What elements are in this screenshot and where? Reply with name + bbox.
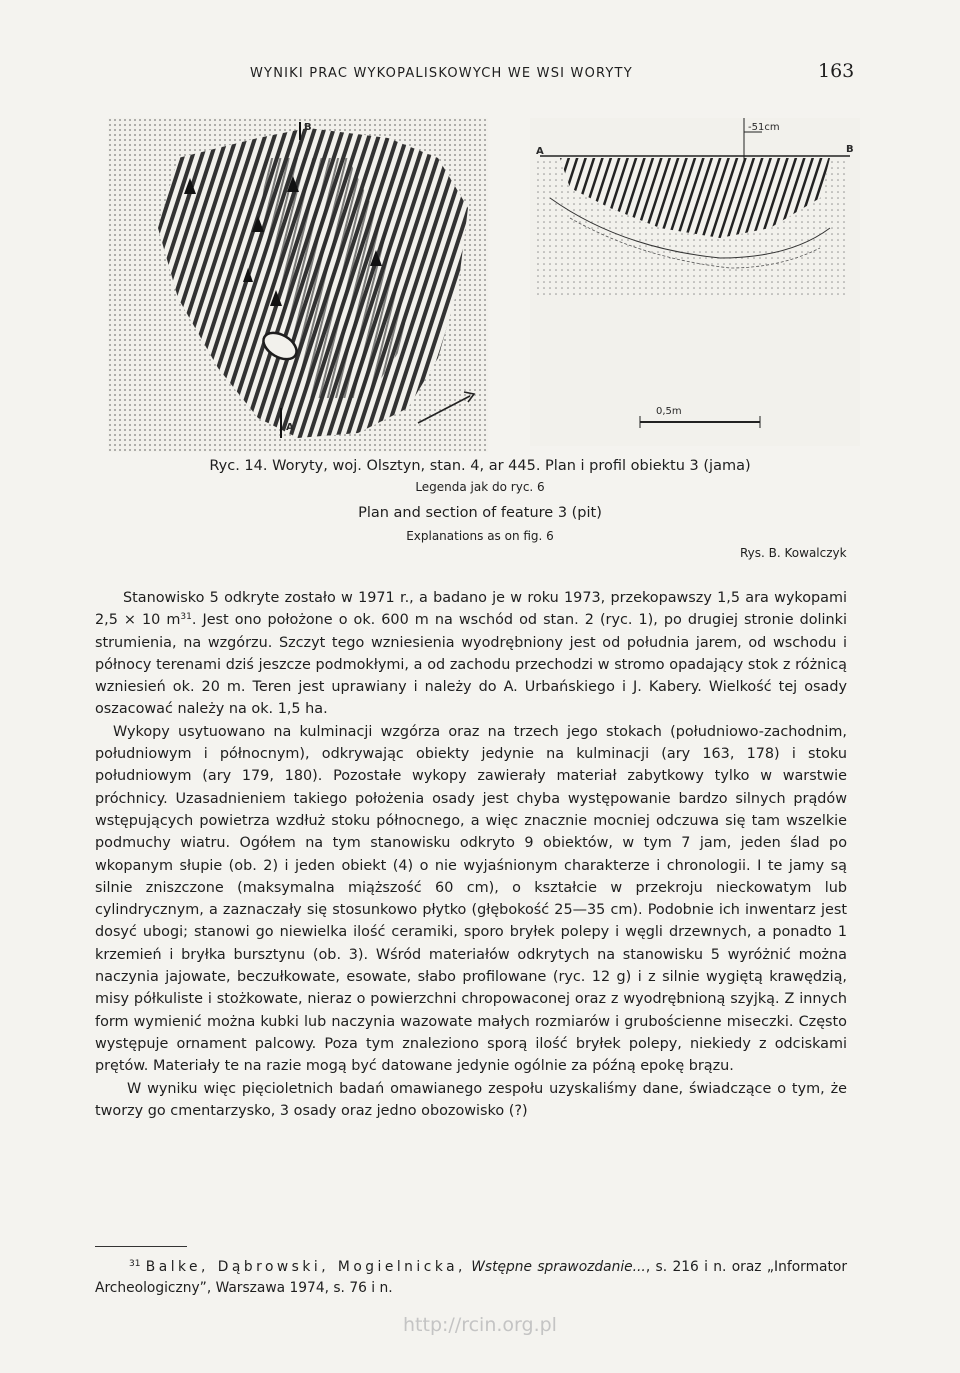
paragraph-3: W wyniku więc pięcioletnich badań omawianego zespołu uzyskaliśmy dane, świadczące o tym, że tworzy go cmentarzysko, 3 osady oraz jedno obozowisko (?) [95,1080,847,1119]
paragraph-2: Wykopy usytuowano na kulminacji wzgórza oraz na trzech jego stokach (południowo-zachodnim, południowym i północnym), odkrywając obiekty jedynie na kulminacji (ary 163, 178) i stoku południowym (ary 179, 180). Pozostałe wykopy zawierały materiał zabytkowy tylko w warstwie próchnicy. Uzasadnieniem takiego położenia osady jest chyba występowanie bardzo silnych prądów wstępujących powietrza wzdłuż stoku północnego, a więc znacznie mocniej odczuwa się tam wszelkie podmuchy wiatru. Ogółem na tym stanowisku odkryto 9 obiektów, w tym 7 jam, jeden ślad po wkopanym słupie (ob. 2) i jeden obiekt (4) o nie wyjaśnionym charakterze i chronologii. I te jamy są silnie zniszczone (maksymalna miąższość 60 cm), o kształcie w przekroju nieckowatym lub cylindrycznym, a zaznaczały się stosunkowo płytko (głębokość 25—35 cm). Podobnie ich inwentarz jest dosyć ubogi; stanowi go niewielka ilość ceramiki, sporo bryłek polepy i węgli drzewnych, a ponadto 1 krzemień i bryłka bursztynu (ob. 3). Wśród materiałów odkrytych na stanowisku 5 wyróżnić można naczynia jajowate, beczułkowate, esowate, słabo profilowane (ryc. 12 g) i z silnie wygiętą krawędzią, misy półkuliste i stożkowate, nieraz o powierzchni chropowaconej oraz z wyodrębnioną szyjką. Z innych form wymienić można kubki lub naczynia wazowate małych rozmiarów i grubościenne miseczki. Często występuje ornament palcowy. Poza tym znaleziono sporą ilość bryłek polepy, niekiedy z odciskami prętów. Materiały te na razie mogą być datowane jedynie ogólnie za późną epokę brązu. [95,723,847,1075]
plan-label-a: A [286,422,294,433]
watermark: http://rcin.org.pl [403,1314,557,1336]
footnote-rest: , s. 216 i n. oraz „Informator Archeologiczny”, Warszawa 1974, s. 76 i n. [95,1259,847,1296]
section-scale-label: 0,5m [656,406,682,417]
figure-plan [108,118,488,452]
section-label-a: A [536,146,544,157]
footnote-ref: 31 [180,612,192,623]
paragraph-1-start: Stanowisko 5 odkryte zostało w 1971 r., a badano je w roku 1973, przekopawszy 1,5 ara wykopami 2,5 × 10 m [95,590,847,629]
figure-caption-en: Plan and section of feature 3 (pit) [358,505,602,521]
paragraph-1-end: . Jest ono położone o ok. 600 m na wschód od stan. 2 (ryc. 1), po drugiej stronie dolinki strumienia, na wzgórzu. Szczyt tego wzniesienia wyodrębniony jest od południa jarem, od wschodu i północy terenami dziś jeszcze podmokłymi, a od zachodu przechodzi w stromo opadający stok z różnicą wzniesień ok. 20 m. Teren jest uprawiany i należy do A. Urbańskiego i J. Kabery. Wielkość tej osady oszacować należy na ok. 1,5 ha. [95,612,847,718]
footnote-authors: Balke, Dąbrowski, Mogielnicka, [145,1259,466,1275]
figure-caption-en-legend: Explanations as on fig. 6 [406,529,554,543]
section-depth-label: -51cm [748,122,780,133]
body-text [95,587,847,1122]
footnote-rule [95,1246,187,1247]
footnote-title: Wstępne sprawozdanie... [471,1259,646,1275]
figure-section [530,118,860,446]
running-title: WYNIKI PRAC WYKOPALISKOWYCH WE WSI WORYTY [250,66,633,81]
section-drawing [530,118,860,446]
section-label-b: B [846,144,854,155]
plan-drawing [108,118,488,452]
figure-caption-pl: Ryc. 14. Woryty, woj. Olsztyn, stan. 4, ar 445. Plan i profil obiektu 3 (jama) [209,458,751,474]
footnote [95,1254,847,1299]
figure-caption-pl-legend: Legenda jak do ryc. 6 [415,480,545,494]
figure-credit: Rys. B. Kowalczyk [740,546,847,560]
plan-label-b: B [304,122,312,133]
paragraph-1 [95,587,847,721]
footnote-number: 31 [129,1259,141,1269]
page-number: 163 [818,60,855,82]
